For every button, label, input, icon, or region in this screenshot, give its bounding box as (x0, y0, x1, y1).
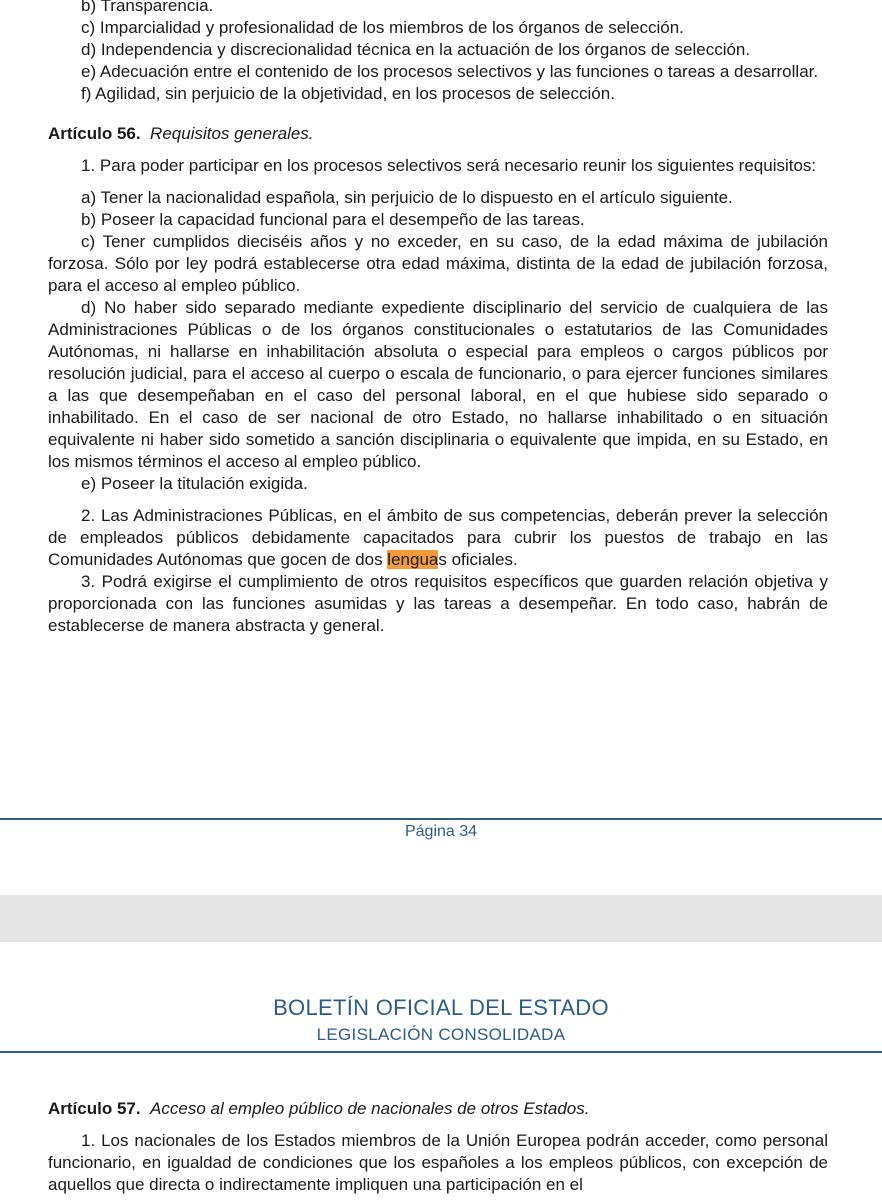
list-item: c) Imparcialidad y profesionalidad de los miembros de los órganos de selección. (81, 18, 684, 37)
page-body (48, 1098, 828, 1196)
article-57-heading (48, 1098, 828, 1120)
page-gap (0, 895, 882, 942)
list-item: d) Independencia y discrecionalidad técnica en la actuación de los órganos de selección. (81, 40, 751, 59)
requirement-item: e) Poseer la titulación exigida. (81, 474, 308, 493)
footer-divider (0, 818, 882, 820)
article-number: Artículo 57. (48, 1099, 141, 1118)
requirement-item: d) No haber sido separado mediante expediente disciplinario del servicio de cualquiera de las Administraciones Públicas o de los órganos constitucionales o estatutarios de las Comunidades Autónomas, ni hallarse en inhabilitación absoluta o especial para empleos o cargos públicos por resolución judicial, para el acceso al cuerpo o escala de funcionario, o para ejercer funciones similares a las que desempeñaban en el caso del personal laboral, en el que hubiese sido separado o inhabilitado. En el caso de ser nacional de otro Estado, no hallarse inhabilitado o en situación equivalente ni haber sido sometido a sanción disciplinaria o equivalente que impida, en su Estado, en los mismos términos el acceso al empleo público. (48, 298, 828, 471)
article-number: Artículo 56. (48, 124, 141, 143)
text-run: 2. Las Administraciones Públicas, en el ámbito de sus competencias, deberán prever la selección de empleados públicos debidamente capacitados para cubrir los puestos de trabajo en las Comunidades Autónomas que gocen de dos (48, 506, 828, 569)
list-item: f) Agilidad, sin perjuicio de la objetividad, en los procesos de selección. (81, 84, 615, 103)
paragraph: 3. Podrá exigirse el cumplimiento de otros requisitos específicos que guarden relación objetiva y proporcionada con las funciones asumidas y las tareas a desempeñar. En todo caso, habrán de establecerse de manera abstracta y general. (48, 572, 828, 635)
pdf-page-35 (0, 942, 882, 1200)
article-56-heading (48, 123, 828, 145)
paragraph: 1. Para poder participar en los procesos selectivos será necesario reunir los siguientes requisitos: (81, 156, 817, 175)
list-item: e) Adecuación entre el contenido de los procesos selectivos y las funciones o tareas a desarrollar. (81, 62, 819, 81)
article-title: Acceso al empleo público de nacionales de otros Estados. (150, 1099, 590, 1118)
requirement-item: b) Poseer la capacidad funcional para el desempeño de las tareas. (81, 210, 585, 229)
header-divider (0, 1051, 882, 1053)
paragraph (48, 505, 828, 571)
requirement-item: c) Tener cumplidos dieciséis años y no exceder, en su caso, de la edad máxima de jubilación forzosa. Sólo por ley podrá establecerse otra edad máxima, distinta de la edad de jubilación forzosa, para el acceso al empleo público. (48, 232, 828, 295)
requirement-item: a) Tener la nacionalidad española, sin perjuicio de lo dispuesto en el artículo siguiente. (81, 188, 733, 207)
paragraph: 1. Los nacionales de los Estados miembros de la Unión Europea podrán acceder, como personal funcionario, en igualdad de condiciones que los españoles a los empleos públicos, con excepción de aquellos que directa o indirectamente impliquen una participación en el (48, 1131, 828, 1194)
page-body (48, 0, 828, 637)
page-number: Página 34 (404, 823, 478, 840)
document-header-title: BOLETÍN OFICIAL DEL ESTADO (273, 995, 609, 1020)
text-run: s oficiales. (438, 550, 518, 569)
list-item: b) Transparencia. (81, 0, 214, 15)
article-title: Requisitos generales. (150, 124, 314, 143)
document-header-subtitle: LEGISLACIÓN CONSOLIDADA (316, 1025, 566, 1044)
search-highlight: lengua (387, 550, 439, 569)
